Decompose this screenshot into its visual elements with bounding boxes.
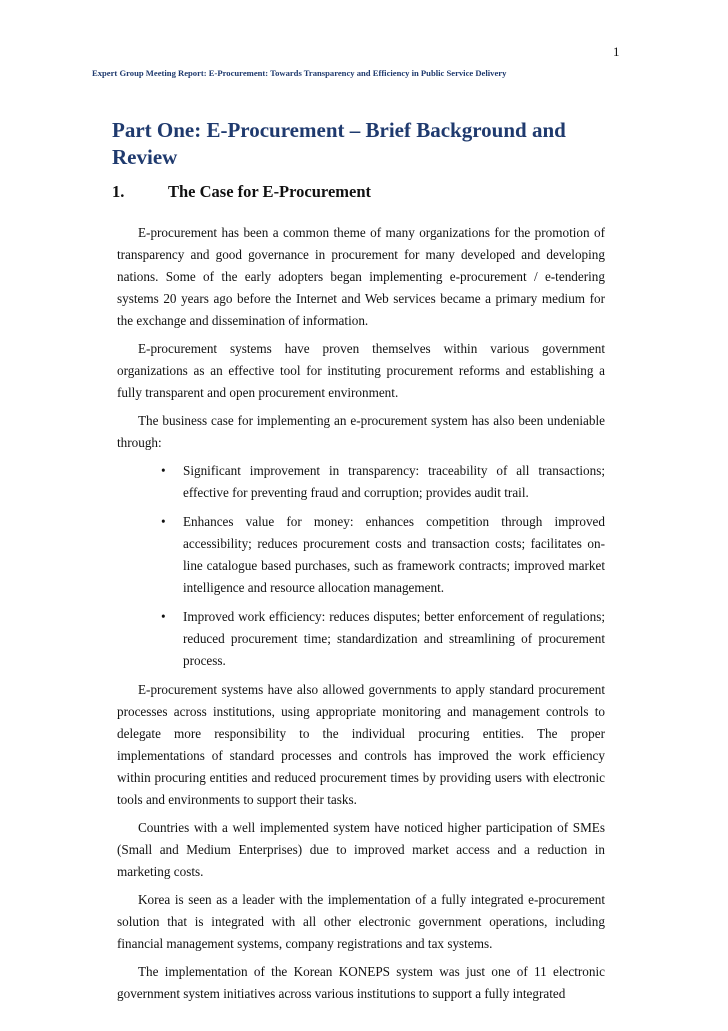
- page-number: 1: [613, 44, 620, 59]
- paragraph: E-procurement has been a common theme of many organizations for the promotion of transparency and good governance in procurement for many developed and developing nations. Some of the early adopters began implementing e-procurement / e-tendering systems 20 years ago before the Internet and Web services became a primary medium for the exchange and dissemination of information.: [117, 225, 605, 328]
- list-item: [117, 511, 605, 599]
- section-heading: [112, 180, 371, 204]
- list-item-text: Enhances value for money: enhances competition through improved accessibility; reduces procurement costs and transaction costs; facilitates on-line catalogue based purchases, such as framework contracts; improved market intelligence and resource allocation management.: [183, 514, 605, 595]
- paragraph: E-procurement systems have proven themselves within various government organizations as an effective tool for instituting procurement reforms and establishing a fully transparent and open procurement environment.: [117, 341, 605, 400]
- running-header: Expert Group Meeting Report: E-Procurement: Towards Transparency and Efficiency in Public Service Delivery: [92, 68, 507, 78]
- part-title: Part One: E-Procurement – Brief Background and Review: [112, 118, 566, 169]
- bullet-icon: •: [161, 514, 166, 529]
- list-item: [117, 460, 605, 504]
- paragraph: E-procurement systems have also allowed governments to apply standard procurement processes across institutions, using appropriate monitoring and management controls to delegate more responsibility to the individual procuring entities. The proper implementations of standard processes and controls has improved the work efficiency within procuring entities and reduced procurement times by providing users with electronic tools and environments to support their tasks.: [117, 682, 605, 807]
- benefit-list: [117, 460, 605, 672]
- section-number: 1.: [112, 182, 125, 201]
- paragraph: Countries with a well implemented system have noticed higher participation of SMEs (Small and Medium Enterprises) due to improved market access and a reduction in marketing costs.: [117, 820, 605, 879]
- paragraph: The implementation of the Korean KONEPS system was just one of 11 electronic government system initiatives across various institutions to support a fully integrated: [117, 964, 605, 1001]
- list-item-text: Improved work efficiency: reduces disputes; better enforcement of regulations; reduced procurement time; standardization and streamlining of procurement process.: [183, 609, 605, 668]
- paragraph: Korea is seen as a leader with the implementation of a fully integrated e-procurement solution that is integrated with all other electronic government operations, including financial management systems, company registrations and tax systems.: [117, 892, 605, 951]
- bullet-icon: •: [161, 609, 166, 624]
- list-item: [117, 606, 605, 672]
- section-title: The Case for E-Procurement: [168, 182, 372, 201]
- body-text: [117, 222, 605, 1011]
- paragraph: The business case for implementing an e-procurement system has also been undeniable through:: [117, 413, 605, 450]
- list-item-text: Significant improvement in transparency: traceability of all transactions; effective for preventing fraud and corruption; provides audit trail.: [183, 463, 605, 500]
- bullet-icon: •: [161, 463, 166, 478]
